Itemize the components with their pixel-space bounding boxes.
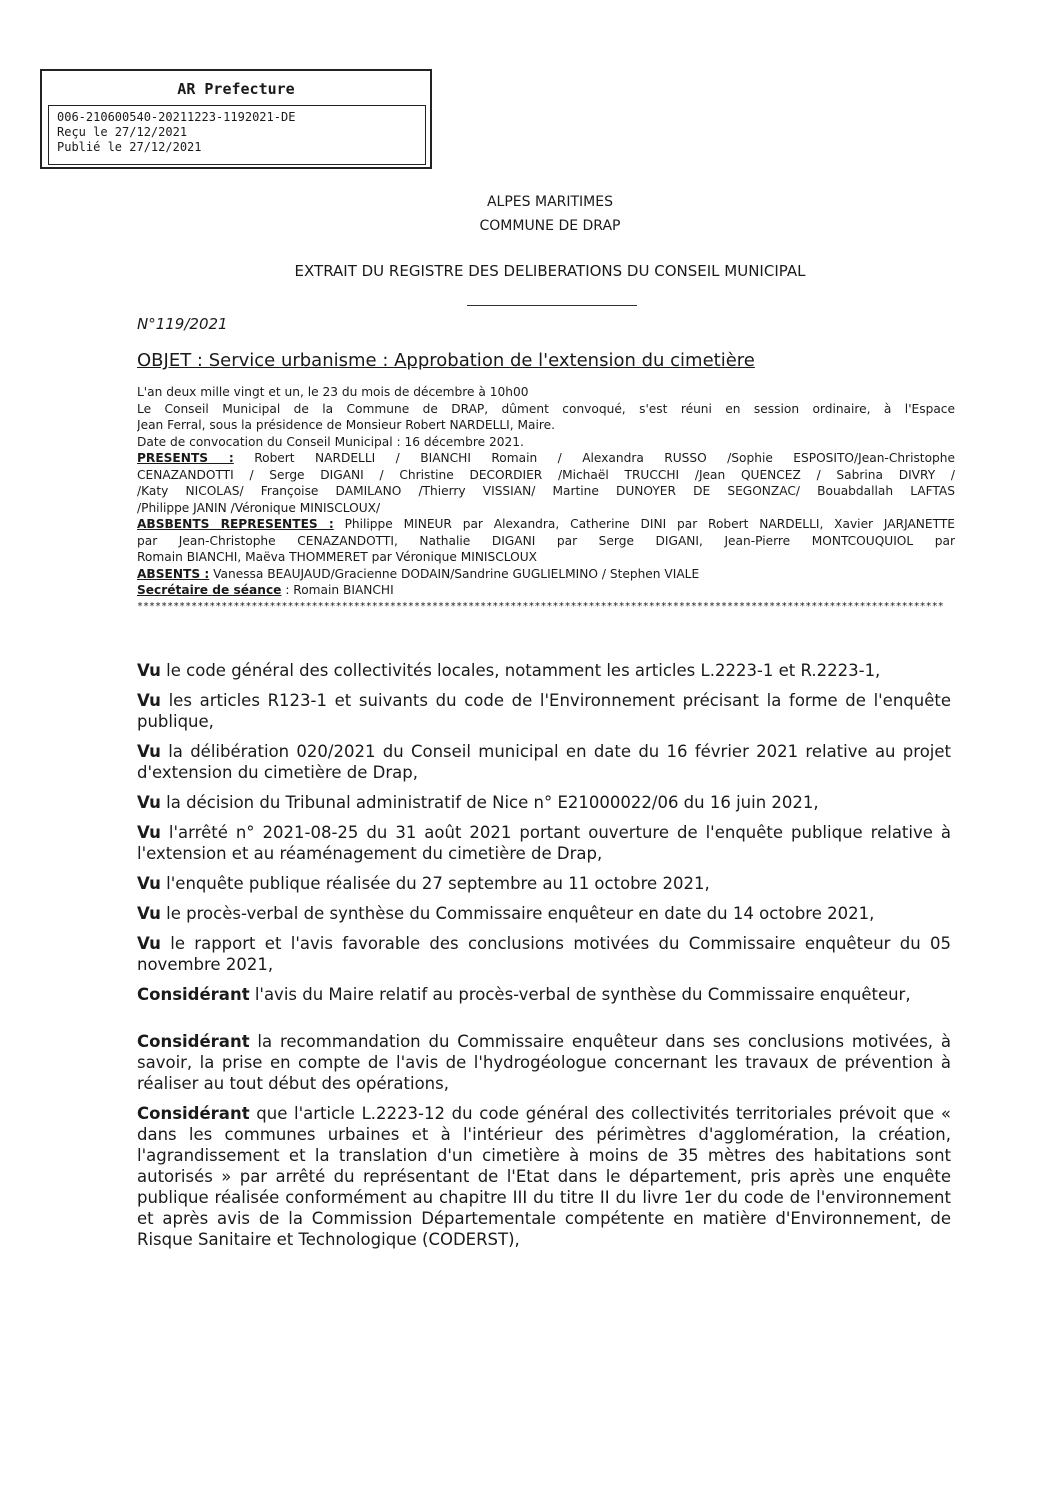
recital-keyword: Considérant xyxy=(137,1104,250,1123)
representes-label: ABSBENTS REPRESENTES : xyxy=(137,517,334,531)
recital-text: le code général des collectivités locales, notamment les articles L.2223-1 et R.2223-1, xyxy=(160,661,881,680)
recital-paragraph xyxy=(137,660,951,681)
recital-text: l'avis du Maire relatif au procès-verbal de synthèse du Commissaire enquêteur, xyxy=(249,985,911,1004)
recital-keyword: Considérant xyxy=(137,985,250,1004)
presents-label: PRESENTS : xyxy=(137,451,234,465)
recital-paragraph xyxy=(137,690,951,732)
recital-text: les articles R123-1 et suivants du code de l'Environnement précisant la forme de l'enquête publique, xyxy=(137,691,951,731)
convocation-date: Date de convocation du Conseil Municipal : 16 décembre 2021. xyxy=(137,434,524,449)
presents-line2: CENAZANDOTTI / Serge DIGANI / Christine DECORDIER /Michaël TRUCCHI /Jean QUENCEZ / Sabrina DIVRY / xyxy=(137,467,955,482)
secretaire-label: Secrétaire de séance xyxy=(137,583,282,597)
absents-names: Vanessa BEAUJAUD/Gracienne DODAIN/Sandrine GUGLIELMINO / Stephen VIALE xyxy=(213,566,700,581)
session-convocation-line2: Jean Ferral, sous la présidence de Monsieur Robert NARDELLI, Maire. xyxy=(137,418,555,432)
session-details xyxy=(137,384,955,615)
session-date: L'an deux mille vingt et un, le 23 du mois de décembre à 10h00 xyxy=(137,385,529,399)
presents-line3: /Katy NICOLAS/ Françoise DAMILANO /Thierry VISSIAN/ Martine DUNOYER DE SEGONZAC/ Bouabdallah LAFTAS xyxy=(137,484,955,498)
recital-text: l'enquête publique réalisée du 27 septembre au 11 octobre 2021, xyxy=(160,874,710,893)
recital-paragraph xyxy=(137,1031,951,1094)
recital-keyword: Vu xyxy=(137,661,161,680)
recital-paragraph xyxy=(137,933,951,975)
prefecture-stamp xyxy=(40,69,432,169)
recital-keyword: Vu xyxy=(137,742,161,761)
recital-keyword: Considérant xyxy=(137,1032,250,1051)
recital-paragraph xyxy=(137,873,951,894)
recital-text: l'arrêté n° 2021-08-25 du 31 août 2021 portant ouverture de l'enquête publique relative à l'extension et au réaménagement du cimetière de Drap, xyxy=(137,823,951,863)
deliberation-subject: OBJET : Service urbanisme : Approbation de l'extension du cimetière xyxy=(137,350,755,371)
document-title: EXTRAIT DU REGISTRE DES DELIBERATIONS DU CONSEIL MUNICIPAL xyxy=(294,262,806,280)
separator-stars: ************************************************************************************************************************************** xyxy=(137,600,944,612)
presents-names-1: Robert NARDELLI / BIANCHI Romain / Alexandra RUSSO /Sophie ESPOSITO/Jean-Christophe xyxy=(254,451,955,465)
recital-paragraph xyxy=(137,984,951,1005)
representes-line3: Romain BIANCHI, Maëva THOMMERET par Véronique MINISCLOUX xyxy=(137,550,537,564)
secretaire-line xyxy=(137,582,955,599)
recital-paragraph xyxy=(137,822,951,864)
secretaire-name: : Romain BIANCHI xyxy=(285,583,394,597)
recital-text: que l'article L.2223-12 du code général des collectivités territoriales prévoit que « dans les communes urbaines et à l'intérieur des périmètres d'agglomération, la création, l'agrandissement et la translation d'un cimetière à moins de 35 mètres des habitations sont autorisés » par arrêté du représentant de l'Etat dans le département, pris après une enquête publique réalisée conformément au chapitre III du titre II du livre 1er du code de l'environnement et après avis de la Commission Départementale compétente en matière d'Environnement, de Risque Sanitaire et Technologique (CODERST), xyxy=(137,1104,951,1249)
recital-text: le procès-verbal de synthèse du Commissaire enquêteur en date du 14 octobre 2021, xyxy=(160,904,875,923)
recital-keyword: Vu xyxy=(137,874,161,893)
presents-line1 xyxy=(137,450,955,467)
recital-text: la recommandation du Commissaire enquêteur dans ses conclusions motivées, à savoir, la prise en compte de l'avis de l'hydrogéologue concernant les travaux de prévention à réaliser au tout début des opérations, xyxy=(137,1032,951,1093)
stamp-published: Publié le 27/12/2021 xyxy=(57,140,202,154)
commune-title: COMMUNE DE DRAP xyxy=(479,218,621,234)
recital-keyword: Vu xyxy=(137,934,161,953)
recital-text: le rapport et l'avis favorable des conclusions motivées du Commissaire enquêteur du 05 novembre 2021, xyxy=(137,934,951,974)
representes-line1 xyxy=(137,516,955,533)
recital-paragraph xyxy=(137,903,951,924)
deliberation-number: N°119/2021 xyxy=(137,315,228,333)
deliberation-body xyxy=(137,660,951,1250)
recital-keyword: Vu xyxy=(137,793,161,812)
stamp-reference: 006-210600540-20211223-1192021-DE xyxy=(57,110,296,124)
recital-keyword: Vu xyxy=(137,904,161,923)
recital-text: la décision du Tribunal administratif de Nice n° E21000022/06 du 16 juin 2021, xyxy=(160,793,819,812)
stamp-title: AR Prefecture xyxy=(177,80,295,98)
department-title: ALPES MARITIMES xyxy=(486,194,613,210)
recital-keyword: Vu xyxy=(137,823,161,842)
absents-line xyxy=(137,566,955,583)
recital-keyword: Vu xyxy=(137,691,161,710)
representes-names-1: Philippe MINEUR par Alexandra, Catherine DINI par Robert NARDELLI, Xavier JARJANETTE xyxy=(344,517,955,531)
stamp-received: Reçu le 27/12/2021 xyxy=(57,125,188,139)
stamp-details xyxy=(48,105,426,165)
presents-line4: /Philippe JANIN /Véronique MINISCLOUX/ xyxy=(137,500,381,515)
recital-paragraph xyxy=(137,741,951,783)
title-divider xyxy=(467,305,637,306)
recital-paragraph xyxy=(137,792,951,813)
session-convocation-line1: Le Conseil Municipal de la Commune de DRAP, dûment convoqué, s'est réuni en session ordinaire, à l'Espace xyxy=(137,401,955,416)
representes-line2: par Jean-Christophe CENAZANDOTTI, Nathalie DIGANI par Serge DIGANI, Jean-Pierre MONTCOUQUIOL par xyxy=(137,533,955,548)
absents-label: ABSENTS : xyxy=(137,566,210,581)
recital-text: la délibération 020/2021 du Conseil municipal en date du 16 février 2021 relative au projet d'extension du cimetière de Drap, xyxy=(137,742,951,782)
recital-paragraph xyxy=(137,1103,951,1250)
